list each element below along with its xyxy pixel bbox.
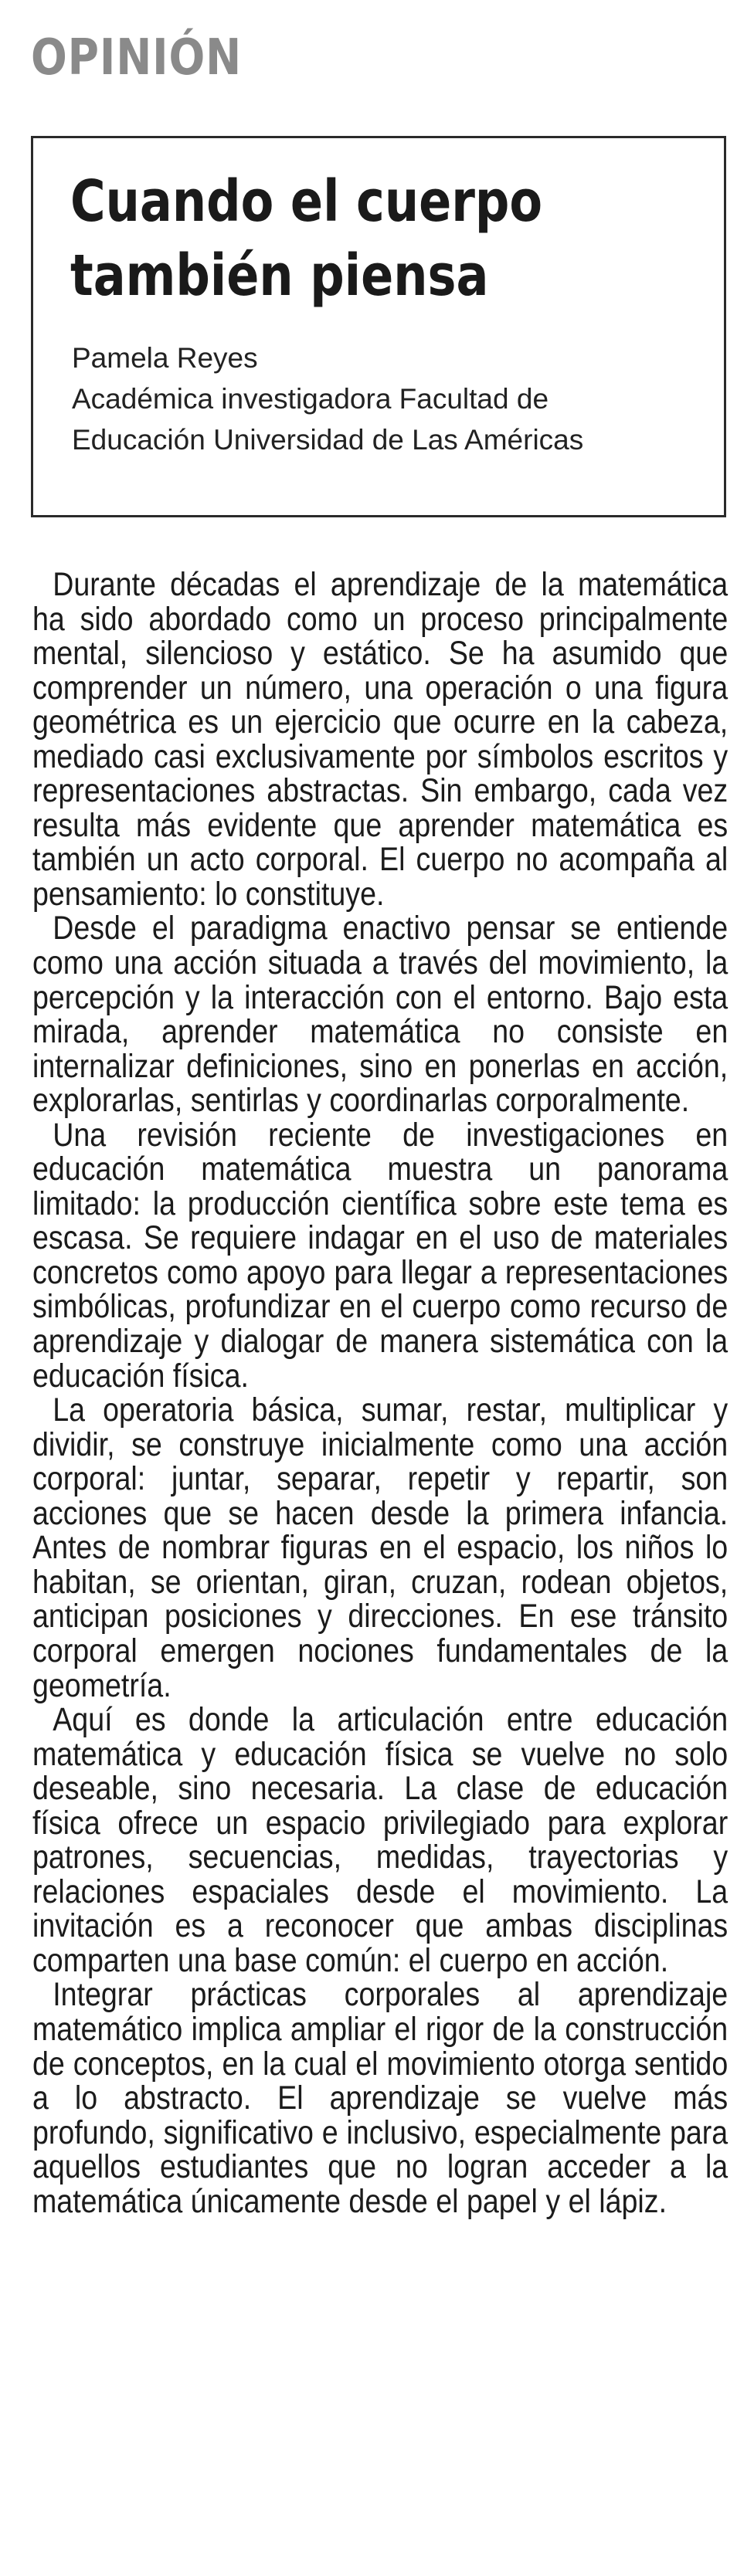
article-paragraph: Aquí es donde la articulación entre educación matemática y educación física se vuelve no solo deseable, sino necesaria. La clase de educación física ofrece un espacio privilegiado para explorar patrones, secuencias, medidas, trayectorias y relaciones espaciales desde el movimiento. La invitación es a reconocer que ambas disciplinas comparten una base común: el cuerpo en acción. — [32, 1701, 729, 1979]
section-label: OPINIÓN — [31, 29, 243, 86]
article-paragraph: Durante décadas el aprendizaje de la matemática ha sido abordado como un proceso principalmente mental, silencioso y estático. Se ha asumido que comprender un número, una operación o una figura geométrica es un ejercicio que ocurre en la cabeza, mediado casi exclusivamente por símbolos escritos y representaciones abstractas. Sin embargo, cada vez resulta más evidente que aprender matemática es también un acto corporal. El cuerpo no acompaña al pensamiento: lo constituye. — [32, 566, 729, 913]
title-box — [31, 136, 726, 517]
author-role-line-1: Académica investigadora Facultad de — [72, 383, 549, 415]
headline-line-2: también piensa — [70, 242, 489, 309]
article-paragraph: Una revisión reciente de investigaciones en educación matemática muestra un panorama limitado: la producción científica sobre este tema es escasa. Se requiere indagar en el uso de materiales concretos como apoyo para llegar a representaciones simbólicas, profundizar en el cuerpo como recurso de aprendizaje y dialogar de manera sistemática con la educación física. — [32, 1116, 729, 1395]
article-paragraph: La operatoria básica, sumar, restar, multiplicar y dividir, se construye inicialmente como una acción corporal: juntar, separar, repetir y repartir, son acciones que se hacen desde la primera infancia. Antes de nombrar figuras en el espacio, los niños lo habitan, se orientan, giran, cruzan, rodean objetos, anticipan posiciones y direcciones. En ese tránsito corporal emergen nociones fundamentales de la geometría. — [32, 1391, 729, 1704]
author-role-line-2: Educación Universidad de Las Américas — [72, 424, 584, 456]
article-body — [32, 568, 728, 2218]
headline — [70, 164, 542, 313]
article-paragraph: Integrar prácticas corporales al aprendizaje matemático implica ampliar el rigor de la construcción de conceptos, en la cual el movimiento otorga sentido a lo abstracto. El aprendizaje se vuelve más profundo, significativo e inclusivo, especialmente para aquellos estudiantes que no logran acceder a la matemática únicamente desde el papel y el lápiz. — [32, 1976, 729, 2220]
article-paragraph: Desde el paradigma enactivo pensar se entiende como una acción situada a través del movimiento, la percepción y la interacción con el entorno. Bajo esta mirada, aprender matemática no consiste en internalizar definiciones, sino en ponerlas en acción, explorarlas, sentirlas y coordinarlas corporalmente. — [32, 910, 729, 1120]
author-name: Pamela Reyes — [72, 342, 258, 374]
headline-line-1: Cuando el cuerpo — [70, 168, 543, 235]
byline — [72, 337, 583, 460]
